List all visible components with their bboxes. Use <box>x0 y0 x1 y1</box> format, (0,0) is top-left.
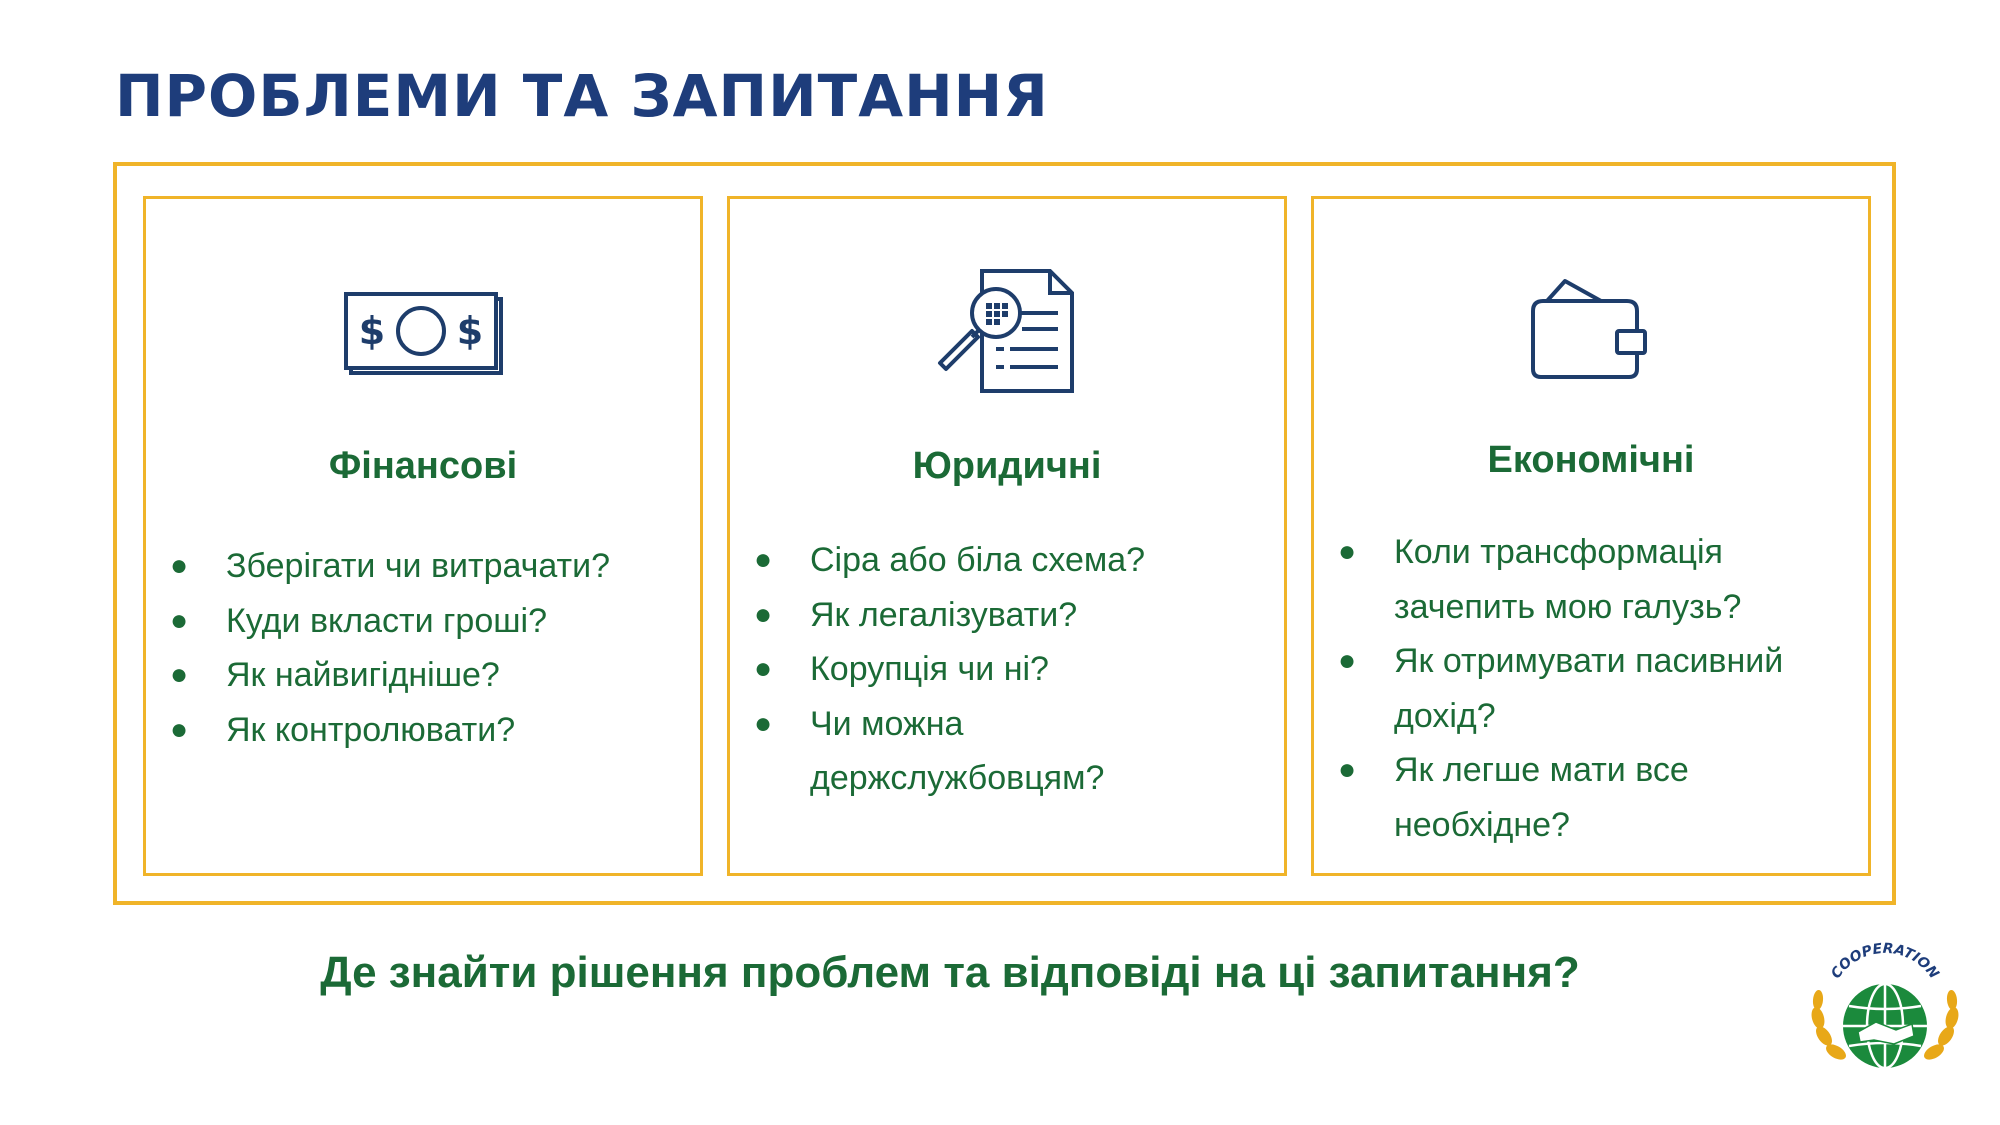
list-item: ● Як легалізувати? <box>754 595 1078 634</box>
card-title: Економічні <box>1487 439 1695 481</box>
cooperation-logo <box>1800 940 1970 1080</box>
card-economic <box>1311 196 1871 876</box>
svg-text:$: $ <box>456 309 484 353</box>
card-title: Юридичні <box>912 445 1102 487</box>
list-item: ● Корупція чи ні? <box>754 650 1049 688</box>
closing-question: Де знайти рішення проблем та відповіді на ці запитання? <box>320 948 1580 997</box>
logo-text: COOPERATION <box>1828 940 1942 982</box>
list-item: ● Як легше мати все необхідне? <box>1338 751 1689 844</box>
wallet-icon <box>1529 273 1653 383</box>
list-item: ● Як контролювати? <box>170 710 516 749</box>
list-item: ● Як найвигідніше? <box>170 656 500 694</box>
card-title: Фінансові <box>328 445 518 487</box>
card-question-list <box>1334 525 1858 852</box>
card-legal <box>727 196 1287 876</box>
list-item: ● Коли трансформація зачепить мою галузь? <box>1338 533 1742 626</box>
page-title: ПРОБЛЕМИ ТА ЗАПИТАННЯ <box>115 62 1049 130</box>
list-item: ● Куди вкласти гроші? <box>170 601 547 640</box>
card-financial <box>143 196 703 876</box>
dollar-bill-icon <box>343 291 503 375</box>
document-search-icon <box>932 267 1082 397</box>
svg-text:$: $ <box>358 309 386 353</box>
list-item: ● Сіра або біла схема? <box>754 541 1146 579</box>
list-item: ● Чи можна держслужбовцям? <box>754 704 1105 797</box>
card-question-list <box>166 539 690 757</box>
list-item: ● Як отримувати пасивний дохід? <box>1338 642 1784 735</box>
card-question-list <box>750 533 1274 806</box>
list-item: ● Зберігати чи витрачати? <box>170 547 611 585</box>
